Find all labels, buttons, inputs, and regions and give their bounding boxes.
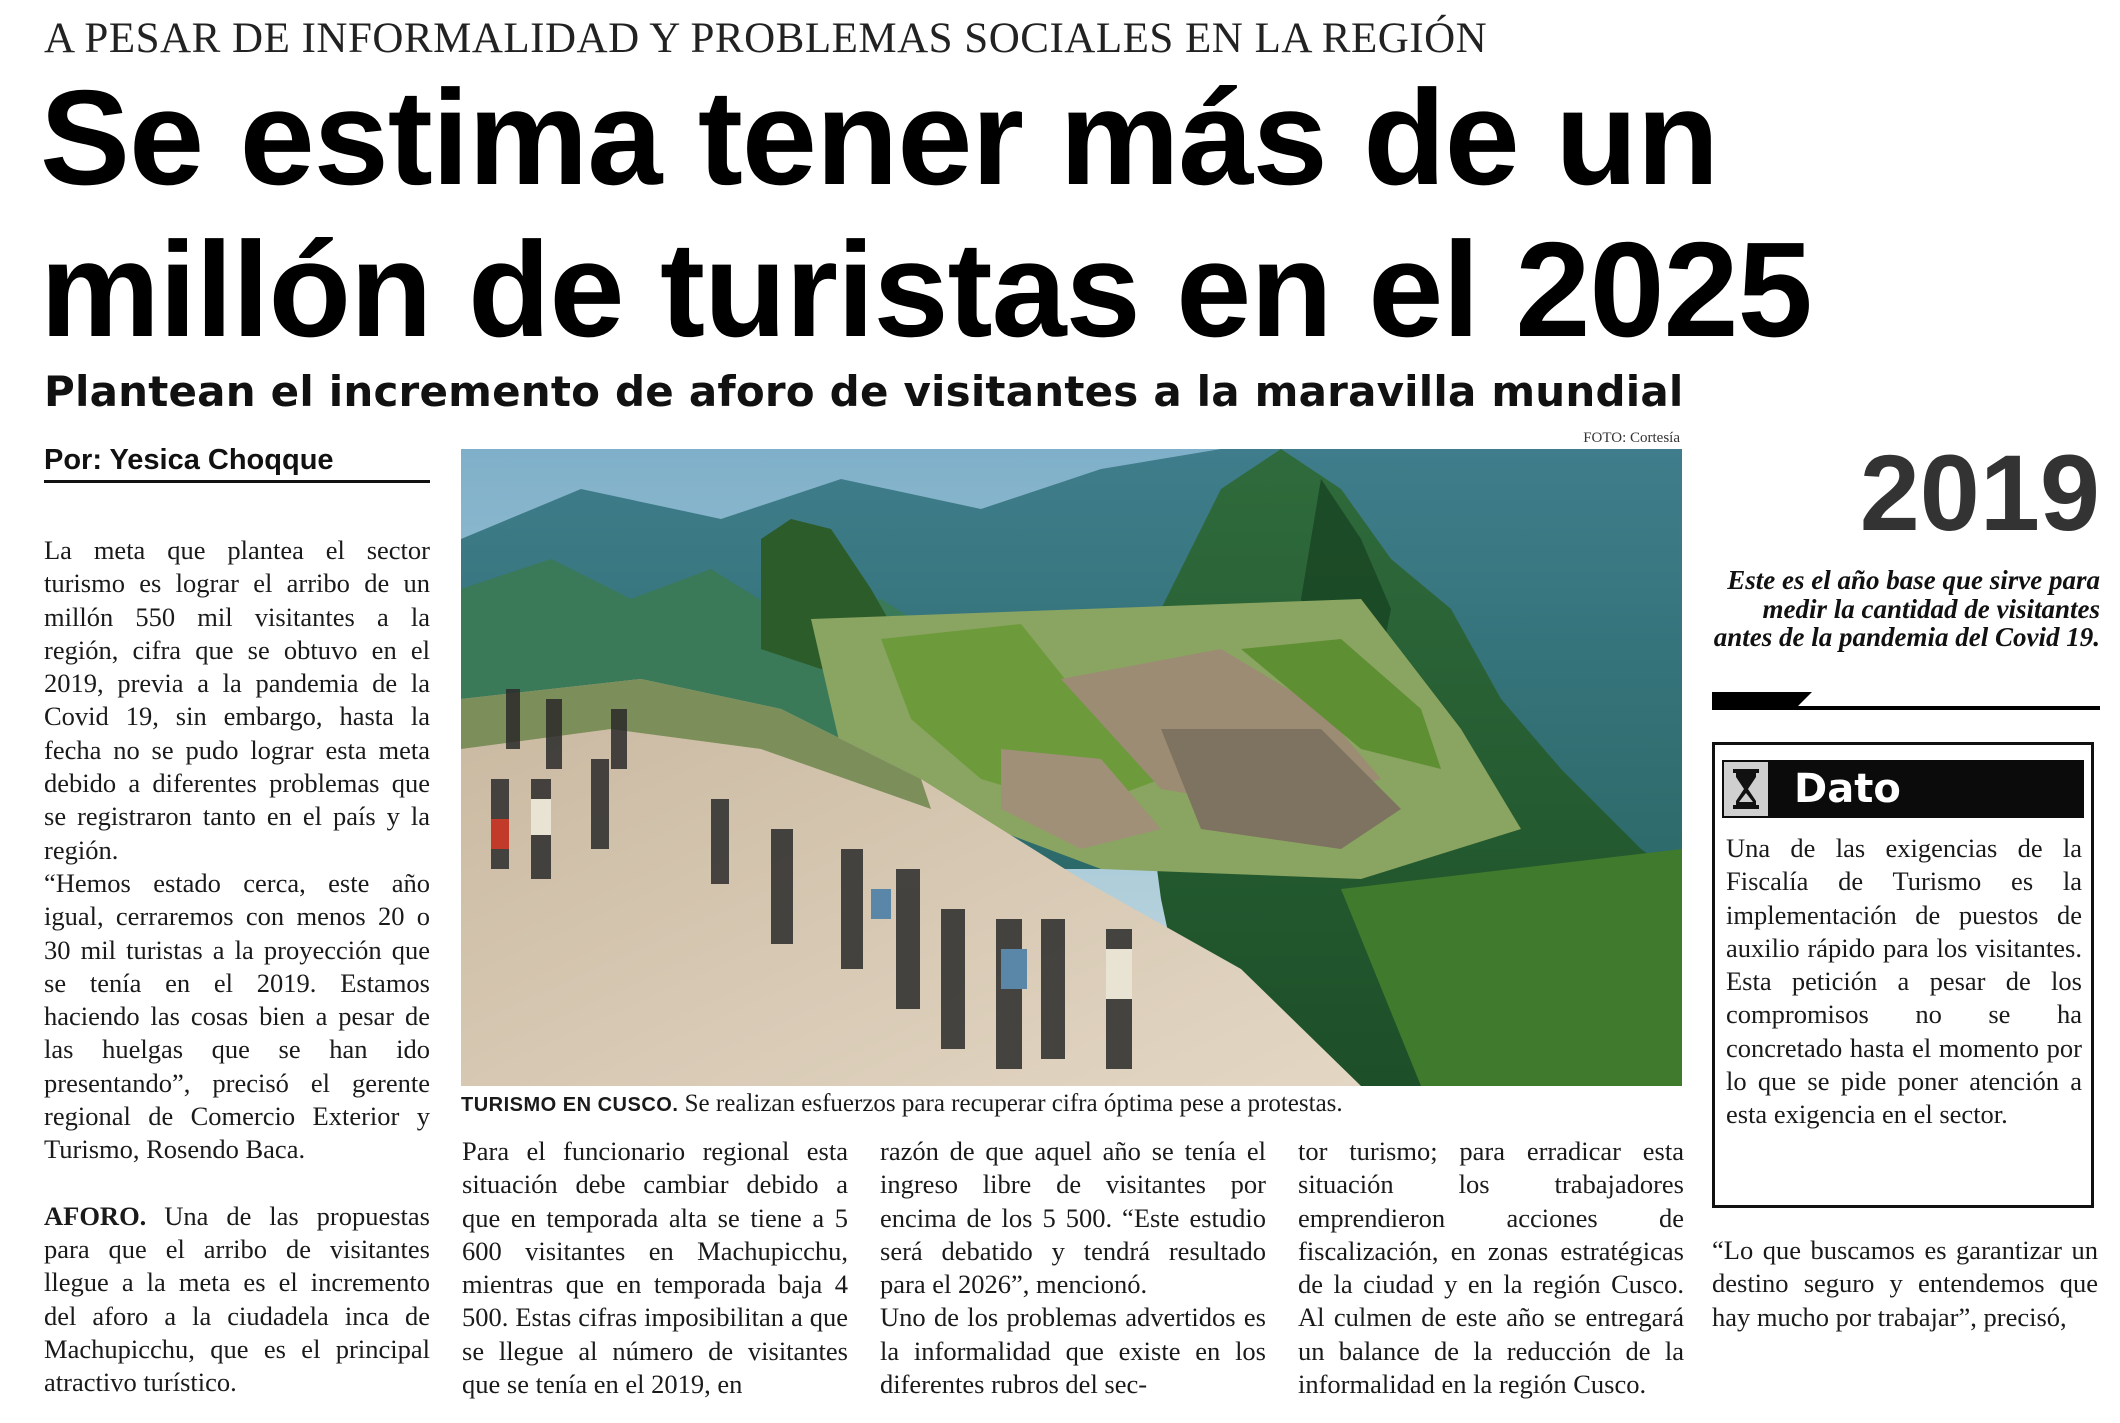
photo-caption	[461, 1090, 1682, 1118]
paragraph: La meta que plantea el sector turismo es lograr el arribo de un millón 550 mil visitantes a la región, cifra que se obtuvo en el 2019, previa a la pandemia de la Covid 19, sin embargo, hasta la fecha no se pudo lograr esta meta debido a diferentes problemas que se registraron tanto en el país y la región.	[44, 535, 430, 865]
kicker: A PESAR DE INFORMALIDAD Y PROBLEMAS SOCIALES EN LA REGIÓN	[44, 15, 1488, 62]
dato-title: Dato	[1794, 766, 1901, 812]
stat-text: Este es el año base que sirve para medir la cantidad de visitantes antes de la pandemia del Covid 19.	[1713, 565, 2100, 652]
paragraph: Una de las exigencias de la Fiscalía de Turismo es la implementación de puestos de auxilio rápido para los visitantes. Esta petición a pesar de los compromisos no se ha concretado hasta el momento por lo que se pide poner atención a esta exigencia en el sector.	[1726, 833, 2082, 1130]
column-1	[44, 534, 430, 1399]
photo-credit: FOTO: Cortesía	[1583, 430, 1680, 446]
caption-text: Se realizan esfuerzos para recuperar cifra óptima pese a protestas.	[678, 1090, 1343, 1117]
column-3	[880, 1135, 1266, 1401]
dato-header	[1722, 760, 2084, 818]
sidebar-quote	[1712, 1234, 2098, 1334]
caption-lead: TURISMO EN CUSCO.	[461, 1094, 679, 1116]
paragraph-lead: AFORO.	[44, 1200, 147, 1231]
photo-machupicchu	[461, 449, 1682, 1086]
paragraph: “Hemos estado cerca, este año igual, cerraremos con menos 20 o 30 mil turistas a la proyección que se tenía en el 2019. Estamos haciendo las cosas bien a pesar de las huelgas que se han ido presentando”, precisó el gerente regional de Comercio Exterior y Turismo, Rosendo Baca.	[44, 867, 430, 1165]
paragraph	[44, 1200, 430, 1400]
column-2	[462, 1135, 848, 1401]
headline-line-1: Se estima tener más de un	[40, 62, 1719, 213]
dato-text	[1726, 832, 2082, 1132]
headline-line-2: millón de turistas en el 2025	[40, 214, 1812, 365]
paragraph: Uno de los problemas advertidos es la informalidad que existe en los diferentes rubros del sec-	[880, 1302, 1266, 1400]
paragraph: razón de que aquel año se tenía el ingreso libre de visitantes por encima de los 5 500. “Este estudio será debatido y tendrá resultado para el 2026”, mencionó.	[880, 1136, 1266, 1300]
byline-rule	[44, 480, 430, 483]
paragraph: tor turismo; para erradicar esta situación los trabajadores emprendieron acciones de fiscalización, en zonas estratégicas de la ciudad y en la región Cusco. Al culmen de este año se entregará un balance de la reducción de la informalidad en la región Cusco.	[1298, 1136, 1684, 1400]
deck: Plantean el incremento de aforo de visitantes a la maravilla mundial	[44, 367, 1684, 416]
headline	[40, 62, 2100, 366]
hourglass-icon	[1724, 762, 1768, 816]
column-4	[1298, 1135, 1684, 1401]
stat-rule	[1712, 692, 2100, 710]
paragraph: “Lo que buscamos es garantizar un destino seguro y entendemos que hay mucho por trabajar”, precisó,	[1712, 1235, 2098, 1332]
paragraph: Para el funcionario regional esta situación debe cambiar debido a que en temporada alta se tiene a 5 600 visitantes en Machupicchu, mientras que en temporada baja 4 500. Estas cifras imposibilitan a que se llegue al número de visitantes que se tenía en el 2019, en	[462, 1136, 848, 1400]
paragraph-text: Una de las propuestas para que el arribo de visitantes llegue a la meta es el incremento del aforo a la ciudadela inca de Machupicchu, que es el principal atractivo turístico.	[44, 1200, 430, 1398]
byline: Por: Yesica Choqque	[44, 444, 334, 476]
stat-year: 2019	[1859, 432, 2100, 553]
